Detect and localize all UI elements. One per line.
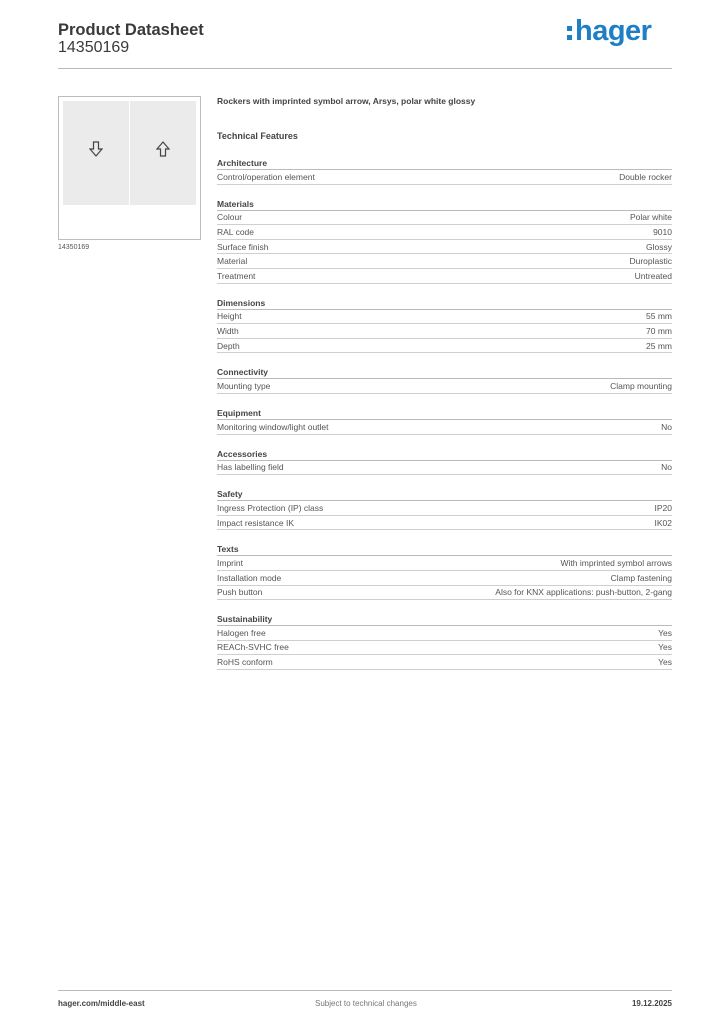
spec-label: Height: [217, 311, 242, 322]
footer-note: Subject to technical changes: [315, 999, 417, 1008]
spec-label: Colour: [217, 212, 243, 223]
spec-row: [217, 170, 672, 185]
group-title: Safety: [217, 488, 672, 501]
spec-label: Has labelling field: [217, 462, 284, 473]
spec-row: [217, 655, 672, 670]
spec-value: Clamp fastening: [610, 572, 672, 583]
feature-group: [217, 488, 672, 530]
spec-row: [217, 586, 672, 601]
spec-value: 55 mm: [646, 311, 672, 322]
spec-row: [217, 420, 672, 435]
technical-content: [217, 96, 672, 670]
group-title: Sustainability: [217, 613, 672, 626]
spec-label: Surface finish: [217, 241, 269, 252]
spec-value: No: [661, 462, 672, 473]
spec-label: Material: [217, 256, 248, 267]
spec-row: [217, 626, 672, 641]
group-title: Texts: [217, 543, 672, 556]
group-title: Materials: [217, 198, 672, 211]
feature-group: [217, 157, 672, 185]
group-title: Architecture: [217, 157, 672, 170]
logo-text: hager: [575, 14, 652, 47]
spec-row: [217, 269, 672, 284]
spec-row: [217, 339, 672, 354]
feature-groups: [217, 157, 672, 670]
hager-logo[interactable]: [567, 14, 651, 48]
product-description: Rockers with imprinted symbol arrow, Arsys, polar white glossy: [217, 96, 476, 106]
image-caption: 14350169: [58, 244, 90, 251]
header-divider: [58, 68, 672, 69]
spec-value: 70 mm: [646, 325, 672, 336]
spec-label: Halogen free: [217, 627, 266, 638]
spec-label: Monitoring window/light outlet: [217, 421, 329, 432]
feature-group: [217, 198, 672, 284]
spec-label: Mounting type: [217, 381, 271, 392]
group-title: Equipment: [217, 407, 672, 420]
spec-row: [217, 254, 672, 269]
spec-label: Control/operation element: [217, 171, 315, 182]
product-image: [58, 96, 201, 240]
spec-value: 9010: [653, 226, 672, 237]
spec-value: Duroplastic: [629, 256, 672, 267]
group-title: Connectivity: [217, 366, 672, 379]
spec-value: Double rocker: [619, 171, 672, 182]
spec-row: [217, 571, 672, 586]
spec-row: [217, 324, 672, 339]
spec-row: [217, 310, 672, 325]
group-title: Accessories: [217, 448, 672, 461]
spec-label: RAL code: [217, 226, 255, 237]
spec-value: IP20: [654, 502, 672, 513]
page-title: Product Datasheet: [58, 21, 204, 39]
spec-row: [217, 225, 672, 240]
spec-label: Imprint: [217, 558, 243, 569]
spec-value: With imprinted symbol arrows: [560, 558, 672, 569]
spec-row: [217, 379, 672, 394]
spec-row: [217, 211, 672, 226]
spec-label: Push button: [217, 587, 263, 598]
spec-value: No: [661, 421, 672, 432]
footer-date: 19.12.2025: [631, 999, 672, 1008]
footer-website-link[interactable]: hager.com/middle-east: [58, 999, 145, 1008]
spec-value: Glossy: [646, 241, 672, 252]
spec-row: [217, 461, 672, 476]
spec-value: Yes: [658, 642, 672, 653]
spec-value: Yes: [658, 657, 672, 668]
spec-label: Installation mode: [217, 572, 282, 583]
spec-label: Ingress Protection (IP) class: [217, 502, 324, 513]
spec-row: [217, 240, 672, 255]
rocker-right: [130, 101, 196, 205]
spec-value: 25 mm: [646, 340, 672, 351]
rocker-left: [63, 101, 129, 205]
spec-label: REACh-SVHC free: [217, 642, 289, 653]
spec-label: Impact resistance IK: [217, 517, 295, 528]
footer-divider: [58, 990, 672, 991]
technical-features-heading: Technical Features: [217, 131, 298, 141]
spec-row: [217, 516, 672, 531]
feature-group: [217, 613, 672, 670]
feature-group: [217, 407, 672, 435]
spec-row: [217, 641, 672, 656]
spec-value: Yes: [658, 627, 672, 638]
feature-group: [217, 297, 672, 354]
spec-label: Treatment: [217, 270, 256, 281]
spec-label: Depth: [217, 340, 240, 351]
spec-value: Untreated: [634, 270, 672, 281]
arrow-up-icon: [156, 141, 170, 157]
spec-value: IK02: [654, 517, 672, 528]
feature-group: [217, 448, 672, 476]
feature-group: [217, 366, 672, 394]
product-number: 14350169: [58, 39, 130, 56]
arrow-down-icon: [89, 141, 103, 157]
logo-dots-icon: [567, 26, 572, 40]
spec-row: [217, 501, 672, 516]
spec-label: RoHS conform: [217, 657, 273, 668]
spec-value: Clamp mounting: [610, 381, 672, 392]
spec-row: [217, 556, 672, 571]
spec-label: Width: [217, 325, 239, 336]
group-title: Dimensions: [217, 297, 672, 310]
feature-group: [217, 543, 672, 600]
spec-value: Also for KNX applications: push-button, 2-gang: [495, 587, 672, 598]
spec-value: Polar white: [629, 212, 672, 223]
